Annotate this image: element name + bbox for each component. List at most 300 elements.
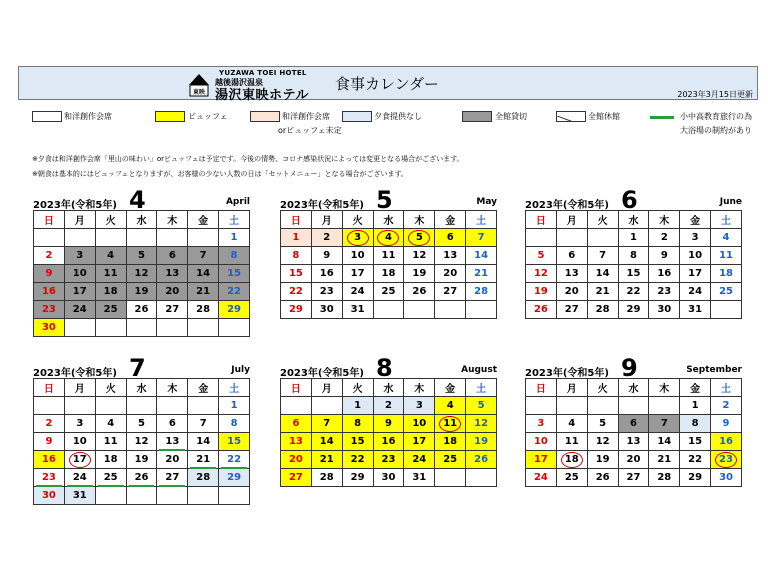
calendar-day-number: 5 — [138, 418, 146, 429]
calendar-week-row — [34, 487, 250, 505]
calendar-day-number: 13 — [443, 250, 458, 261]
calendar-week-row — [526, 433, 742, 451]
calendar-day-number: 21 — [319, 454, 334, 465]
calendar-day-cell — [157, 319, 188, 337]
calendar-week-row — [281, 397, 497, 415]
calendar-day-number: 1 — [230, 400, 238, 411]
calendar-month-en: August — [461, 365, 497, 375]
calendar-day-cell — [126, 247, 157, 265]
calendar-week-row — [34, 319, 250, 337]
weekday-header: 火 — [587, 379, 618, 397]
calendar-day-cell — [34, 247, 65, 265]
weekday-header: 水 — [126, 379, 157, 397]
calendar-day-number: 12 — [533, 268, 548, 279]
calendar-day-number: 5 — [408, 230, 430, 246]
calendar-year: 2023年(令和5年) — [33, 368, 117, 379]
calendar-day-number: 23 — [657, 286, 672, 297]
calendar-week-row — [34, 265, 250, 283]
calendar-day-cell — [95, 247, 126, 265]
calendar-day-cell — [556, 229, 587, 247]
calendar-day-number: 14 — [474, 250, 489, 261]
calendar-day-cell — [373, 469, 404, 487]
calendar-day-cell — [157, 433, 188, 451]
calendar-day-cell — [711, 469, 742, 487]
calendar-week-row — [34, 433, 250, 451]
calendar-day-number: 15 — [688, 436, 703, 447]
calendar-day-cell — [342, 469, 373, 487]
calendar-day-number: 4 — [377, 230, 399, 246]
weekday-header: 金 — [188, 379, 219, 397]
calendar-day-cell — [342, 415, 373, 433]
calendar-day-cell — [466, 433, 497, 451]
calendar-day-number: 21 — [657, 454, 672, 465]
calendar-day-cell — [157, 229, 188, 247]
calendar-day-number: 12 — [412, 250, 427, 261]
weekday-header-row — [281, 211, 497, 229]
calendar-day-cell — [466, 283, 497, 301]
calendar-day-number: 6 — [292, 418, 300, 429]
calendar-day-number: 17 — [69, 452, 91, 468]
legend-label: 小中高教育旅行の為 — [680, 112, 752, 121]
calendar-day-cell — [311, 469, 342, 487]
calendar-day-number: 19 — [134, 454, 149, 465]
calendar-day-cell — [281, 301, 312, 319]
calendar-day-cell — [219, 265, 250, 283]
calendar-day-number: 23 — [715, 452, 737, 468]
calendar-day-number: 15 — [227, 268, 241, 279]
calendar-day-number: 25 — [719, 286, 733, 297]
calendar-day-cell — [281, 247, 312, 265]
calendar-day-number: 5 — [599, 418, 607, 429]
calendar-day-number: 5 — [477, 400, 485, 411]
calendar-month-number: 5 — [376, 186, 393, 214]
calendar-day-cell — [373, 301, 404, 319]
calendar-day-cell — [618, 415, 649, 433]
calendar-day-number: 3 — [76, 418, 84, 429]
calendar-week-row — [281, 469, 497, 487]
calendar-day-number: 2 — [722, 400, 730, 411]
calendar-day-number: 4 — [107, 418, 115, 429]
calendar-day-number: 8 — [629, 250, 637, 261]
calendar-week-row — [281, 283, 497, 301]
calendar-day-cell — [373, 433, 404, 451]
calendar-day-number: 13 — [564, 268, 579, 279]
calendar-day-number: 16 — [319, 268, 334, 279]
calendar-day-cell — [526, 247, 557, 265]
calendar-day-cell — [311, 229, 342, 247]
calendar-day-cell — [649, 265, 680, 283]
calendar-day-number: 4 — [107, 250, 115, 261]
calendar-day-cell — [618, 469, 649, 487]
calendar-day-number: 22 — [288, 286, 303, 297]
calendar-day-cell — [711, 451, 742, 469]
calendar-day-number: 10 — [533, 436, 548, 447]
calendar-day-cell — [34, 283, 65, 301]
calendar-day-number: 9 — [323, 250, 331, 261]
legend-label: 和洋創作会席 — [64, 112, 112, 121]
calendar-day-cell — [311, 451, 342, 469]
weekday-header-row — [526, 379, 742, 397]
weekday-header-row — [526, 211, 742, 229]
calendar-week-row — [526, 265, 742, 283]
calendar-day-number: 30 — [319, 304, 334, 315]
calendar-day-cell — [618, 397, 649, 415]
calendar-day-cell — [649, 415, 680, 433]
calendar-day-cell — [556, 397, 587, 415]
calendar-day-number: 27 — [443, 286, 458, 297]
calendar-month-number: 8 — [376, 354, 393, 382]
calendar-day-number: 12 — [134, 268, 149, 279]
calendar-day-cell — [435, 247, 466, 265]
calendar-year: 2023年(令和5年) — [280, 200, 364, 211]
calendar-day-cell — [526, 397, 557, 415]
calendar-day-cell — [64, 451, 95, 469]
calendar-day-number: 31 — [72, 490, 87, 501]
hotel-subtitle: 越後湯沢温泉 — [215, 78, 263, 87]
calendar-day-number: 8 — [354, 418, 362, 429]
calendar-day-cell — [64, 487, 95, 505]
calendar-day-cell — [435, 397, 466, 415]
calendar-day-cell — [34, 487, 65, 505]
weekday-header-row — [281, 379, 497, 397]
calendar-day-cell — [680, 283, 711, 301]
calendar-day-cell — [188, 283, 219, 301]
calendar-day-cell — [64, 265, 95, 283]
calendar-day-cell — [311, 433, 342, 451]
calendar-day-cell — [373, 451, 404, 469]
calendar-month-number: 4 — [129, 186, 146, 214]
calendar-day-number: 1 — [292, 232, 300, 243]
calendar-day-number: 17 — [412, 436, 427, 447]
calendar-day-cell — [649, 469, 680, 487]
calendar-day-cell — [373, 247, 404, 265]
calendar-day-number: 16 — [41, 454, 56, 465]
weekday-header: 土 — [711, 211, 742, 229]
calendar-day-number: 11 — [439, 416, 461, 432]
legend-swatch-buffet — [155, 111, 185, 122]
calendar-day-cell — [311, 265, 342, 283]
calendar-month-number: 7 — [129, 354, 146, 382]
calendar-day-number: 25 — [103, 472, 118, 483]
calendar-grid — [525, 210, 742, 319]
calendar-day-number: 23 — [41, 304, 56, 315]
calendar-day-cell — [157, 265, 188, 283]
calendar-day-cell — [711, 265, 742, 283]
calendar-day-cell — [95, 469, 126, 487]
calendar-day-number: 24 — [412, 454, 427, 465]
calendar-day-number: 8 — [230, 250, 238, 261]
calendar-week-row — [34, 247, 250, 265]
calendar-day-cell — [64, 469, 95, 487]
calendar-day-cell — [188, 415, 219, 433]
calendar-day-number: 29 — [626, 304, 641, 315]
calendar-day-cell — [34, 469, 65, 487]
legend-swatch-no-dinner — [342, 111, 372, 122]
calendar-month-en: July — [231, 365, 250, 375]
calendar-day-number: 7 — [477, 232, 485, 243]
calendar-day-cell — [342, 229, 373, 247]
calendar-week-row — [34, 229, 250, 247]
calendar-day-cell — [587, 469, 618, 487]
calendar-week-row — [526, 415, 742, 433]
weekday-header: 土 — [711, 379, 742, 397]
calendar-day-number: 29 — [288, 304, 303, 315]
calendar-month-en: April — [225, 197, 250, 207]
calendar-day-number: 22 — [227, 454, 242, 465]
weekday-header: 火 — [587, 211, 618, 229]
calendar-day-cell — [64, 229, 95, 247]
calendar-day-cell — [188, 319, 219, 337]
legend-swatch-school-trip — [650, 116, 674, 119]
calendar-day-number: 16 — [381, 436, 396, 447]
hotel-name: 湯沢東映ホテル — [215, 88, 309, 103]
calendar-day-cell — [711, 247, 742, 265]
calendar-day-cell — [34, 265, 65, 283]
calendar-grid — [280, 210, 497, 319]
calendar-day-cell — [373, 283, 404, 301]
weekday-header: 火 — [95, 211, 126, 229]
calendar-day-cell — [435, 433, 466, 451]
calendar-day-number: 14 — [196, 268, 211, 279]
calendar-week-row — [526, 451, 742, 469]
calendar-day-cell — [649, 451, 680, 469]
header-bar — [18, 66, 758, 103]
calendar-day-cell — [34, 397, 65, 415]
calendar-day-number: 9 — [384, 418, 392, 429]
calendar-day-cell — [404, 451, 435, 469]
calendar-day-cell — [587, 229, 618, 247]
calendar-day-cell — [281, 265, 312, 283]
calendar-day-number: 20 — [165, 454, 180, 465]
calendar-day-cell — [649, 229, 680, 247]
calendar-day-cell — [373, 397, 404, 415]
calendar-day-cell — [404, 265, 435, 283]
calendar-day-number: 13 — [165, 268, 180, 279]
calendar-day-cell — [435, 265, 466, 283]
weekday-header: 土 — [466, 379, 497, 397]
weekday-header: 木 — [404, 211, 435, 229]
calendar-day-cell — [556, 415, 587, 433]
calendar-day-cell — [126, 283, 157, 301]
calendar-day-number: 9 — [722, 418, 730, 429]
weekday-header: 月 — [311, 379, 342, 397]
calendar-day-cell — [219, 397, 250, 415]
calendar-day-cell — [95, 487, 126, 505]
calendar-day-cell — [219, 433, 250, 451]
legend-swatch-charter — [462, 111, 492, 122]
calendar-week-row — [34, 283, 250, 301]
logo-mark: 東映 — [192, 89, 206, 96]
calendar-day-number: 23 — [319, 286, 334, 297]
calendar-day-number: 20 — [165, 286, 180, 297]
calendar-day-number: 3 — [537, 418, 545, 429]
calendar-day-number: 8 — [691, 418, 699, 429]
calendar-day-cell — [680, 433, 711, 451]
calendar-day-cell — [711, 397, 742, 415]
calendar-day-cell — [526, 301, 557, 319]
calendar-day-cell — [587, 265, 618, 283]
calendar-day-cell — [649, 283, 680, 301]
calendar-day-number: 23 — [381, 454, 396, 465]
calendar-day-number: 11 — [381, 250, 396, 261]
calendar-day-number: 26 — [412, 286, 427, 297]
weekday-header: 金 — [188, 211, 219, 229]
calendar-day-cell — [281, 433, 312, 451]
calendar-day-number: 9 — [660, 250, 668, 261]
calendar-day-number: 29 — [350, 472, 365, 483]
calendar-day-number: 17 — [688, 268, 703, 279]
weekday-header: 水 — [373, 211, 404, 229]
calendar-day-number: 5 — [537, 250, 545, 261]
calendar-day-number: 31 — [688, 304, 703, 315]
legend-label-2: 大浴場の制約があり — [680, 126, 752, 135]
calendar-day-cell — [188, 469, 219, 487]
calendar-day-cell — [556, 433, 587, 451]
calendar-day-cell — [281, 229, 312, 247]
calendar-day-number: 7 — [323, 418, 331, 429]
legend-label: 夕食提供なし — [374, 112, 422, 121]
calendar-day-cell — [435, 469, 466, 487]
calendar-day-cell — [466, 397, 497, 415]
calendar-day-number: 28 — [196, 304, 211, 315]
calendar-day-number: 7 — [199, 250, 207, 261]
calendar-day-number: 15 — [626, 268, 641, 279]
weekday-header: 木 — [404, 379, 435, 397]
calendar-day-cell — [680, 469, 711, 487]
calendar-day-cell — [342, 265, 373, 283]
calendar-day-cell — [587, 301, 618, 319]
calendar-day-number: 10 — [72, 268, 87, 279]
calendar-day-number: 19 — [595, 454, 610, 465]
calendar-day-cell — [126, 229, 157, 247]
calendar-day-number: 4 — [568, 418, 576, 429]
calendar-day-cell — [649, 247, 680, 265]
calendar-day-cell — [157, 397, 188, 415]
weekday-header: 日 — [526, 379, 557, 397]
calendar-day-cell — [556, 265, 587, 283]
calendar-day-number: 8 — [292, 250, 300, 261]
calendar-day-cell — [311, 415, 342, 433]
calendar-day-number: 28 — [657, 472, 672, 483]
weekday-header: 月 — [311, 211, 342, 229]
legend-label: 和洋創作会席 — [282, 112, 330, 121]
hotel-name-en: YUZAWA TOEI HOTEL — [219, 69, 307, 77]
calendar-day-number: 28 — [319, 472, 334, 483]
calendar-day-number: 24 — [72, 304, 87, 315]
calendar-day-cell — [95, 433, 126, 451]
calendar-day-cell — [126, 451, 157, 469]
calendar-day-cell — [404, 469, 435, 487]
weekday-header: 木 — [157, 211, 188, 229]
calendar-day-cell — [64, 301, 95, 319]
calendar-day-cell — [311, 247, 342, 265]
weekday-header: 金 — [680, 379, 711, 397]
calendar-day-number: 2 — [45, 418, 53, 429]
weekday-header: 火 — [342, 379, 373, 397]
calendar-month-en: September — [686, 365, 742, 375]
calendar-day-cell — [404, 229, 435, 247]
calendar-year: 2023年(令和5年) — [525, 200, 609, 211]
calendar-day-cell — [188, 247, 219, 265]
calendar-week-row — [526, 283, 742, 301]
calendar-day-number: 26 — [134, 304, 149, 315]
calendar-day-cell — [466, 247, 497, 265]
calendar-day-number: 11 — [103, 436, 118, 447]
calendar-day-number: 10 — [688, 250, 703, 261]
weekday-header: 金 — [435, 211, 466, 229]
calendar-day-cell — [618, 247, 649, 265]
calendar-day-cell — [157, 301, 188, 319]
calendar-day-cell — [466, 265, 497, 283]
calendar-day-cell — [404, 283, 435, 301]
calendar-week-row — [281, 433, 497, 451]
calendar-day-cell — [281, 283, 312, 301]
calendar-day-cell — [342, 301, 373, 319]
calendar-day-number: 24 — [533, 472, 548, 483]
calendar-day-cell — [680, 415, 711, 433]
calendar-day-number: 1 — [354, 400, 362, 411]
calendar-day-cell — [188, 451, 219, 469]
updated-date: 2023年3月15日更新 — [677, 90, 753, 99]
calendar-day-cell — [680, 247, 711, 265]
calendar-day-number: 22 — [626, 286, 641, 297]
calendar-day-cell — [435, 451, 466, 469]
calendar-day-number: 19 — [134, 286, 149, 297]
calendar-day-number: 16 — [719, 436, 733, 447]
weekday-header: 木 — [649, 379, 680, 397]
weekday-header-row — [34, 379, 250, 397]
calendar-month-number: 9 — [621, 354, 638, 382]
calendar-day-cell — [587, 415, 618, 433]
calendar-day-cell — [126, 487, 157, 505]
calendar-day-cell — [404, 301, 435, 319]
calendar-day-cell — [435, 283, 466, 301]
calendar-day-number: 11 — [103, 268, 118, 279]
weekday-header: 火 — [95, 379, 126, 397]
calendar-day-cell — [618, 283, 649, 301]
calendar-day-number: 10 — [72, 436, 87, 447]
calendar-day-number: 16 — [41, 286, 56, 297]
calendar-day-number: 30 — [41, 322, 56, 333]
calendar-day-cell — [34, 229, 65, 247]
weekday-header: 水 — [618, 379, 649, 397]
calendar-day-cell — [587, 397, 618, 415]
calendar-day-cell — [157, 283, 188, 301]
calendar-day-cell — [64, 283, 95, 301]
calendar-day-number: 19 — [412, 268, 427, 279]
calendar-day-cell — [157, 469, 188, 487]
calendar-day-cell — [587, 433, 618, 451]
calendar-day-number: 18 — [103, 454, 118, 465]
calendar-day-number: 1 — [629, 232, 637, 243]
calendar-day-cell — [404, 397, 435, 415]
calendar-day-number: 1 — [230, 232, 238, 243]
calendar-day-number: 9 — [45, 268, 53, 279]
calendar-day-cell — [281, 451, 312, 469]
calendar-day-cell — [34, 415, 65, 433]
calendar-day-cell — [188, 433, 219, 451]
calendar-day-cell — [219, 469, 250, 487]
calendar-day-cell — [466, 469, 497, 487]
calendar-day-cell — [373, 265, 404, 283]
calendar-day-cell — [188, 229, 219, 247]
calendar-day-cell — [680, 301, 711, 319]
weekday-header-row — [34, 211, 250, 229]
calendar-day-number: 24 — [72, 472, 87, 483]
calendar-day-number: 15 — [227, 436, 242, 447]
calendar-day-number: 3 — [347, 230, 369, 246]
calendar-month-en: June — [719, 197, 742, 207]
